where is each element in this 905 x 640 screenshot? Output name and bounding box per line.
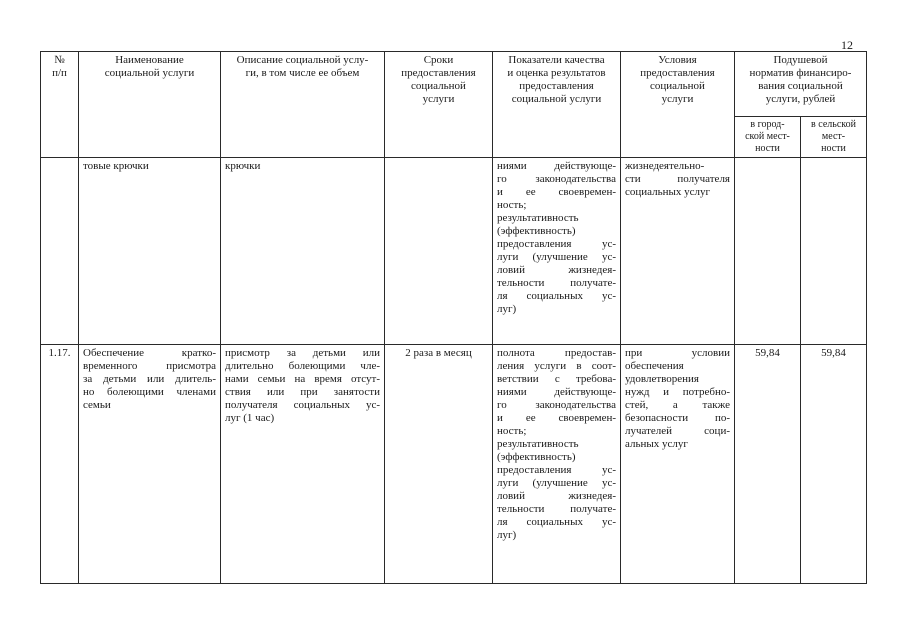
table-row	[41, 158, 867, 345]
row-num	[41, 158, 79, 345]
header-name: Наименование социальной услуги	[79, 52, 221, 158]
table-row	[41, 345, 867, 584]
row-quality: полнота предостав- ления услуги в соот- ветствии с требова- ниями действующе- го законодательства и ее своевремен- ность; результативность (эффективность) предоставления ус- луги (улучшение ус- ловий жизнедея- тельности получате- ля социальных ус- луг)	[493, 345, 621, 584]
row-rural-norm: 59,84	[801, 345, 867, 584]
row-rural-norm	[801, 158, 867, 345]
row-urban-norm: 59,84	[735, 345, 801, 584]
row-terms: 2 раза в месяц	[385, 345, 493, 584]
services-table	[40, 51, 867, 584]
row-name: Обеспечение кратко- временного присмотра за детьми или длитель- но болеющими членами семьи	[79, 345, 221, 584]
header-norm: Подушевой норматив финансиро- вания социальной услуги, рублей	[735, 52, 867, 117]
header-urban: в город- ской мест- ности	[735, 117, 801, 158]
row-name: товые крючки	[79, 158, 221, 345]
header-quality: Показатели качества и оценка результатов предоставления социальной услуги	[493, 52, 621, 158]
row-urban-norm	[735, 158, 801, 345]
row-conditions: при условии обеспечения удовлетворения нужд и потребно- стей, а также безопасности по- лучателей соци- альных услуг	[621, 345, 735, 584]
row-description: крючки	[221, 158, 385, 345]
header-terms: Сроки предоставления социальной услуги	[385, 52, 493, 158]
row-description: присмотр за детьми или длительно болеющими чле- нами семьи на время отсут- ствия или при занятости получателя социальных ус- луг (1 час)	[221, 345, 385, 584]
header-rural: в сельской мест- ности	[801, 117, 867, 158]
row-terms	[385, 158, 493, 345]
row-conditions: жизнедеятельно- сти получателя социальных услуг	[621, 158, 735, 345]
header-num: № п/п	[41, 52, 79, 158]
row-quality: ниями действующе- го законодательства и ее своевремен- ность; результативность (эффективность) предоставления ус- луги (улучшение ус- ловий жизнедея- тельности получате- ля социальных ус- луг)	[493, 158, 621, 345]
header-description: Описание социальной услу- ги, в том числе ее объем	[221, 52, 385, 158]
header-conditions: Условия предоставления социальной услуги	[621, 52, 735, 158]
page-number: 12	[841, 38, 853, 52]
row-num: 1.17.	[41, 345, 79, 584]
